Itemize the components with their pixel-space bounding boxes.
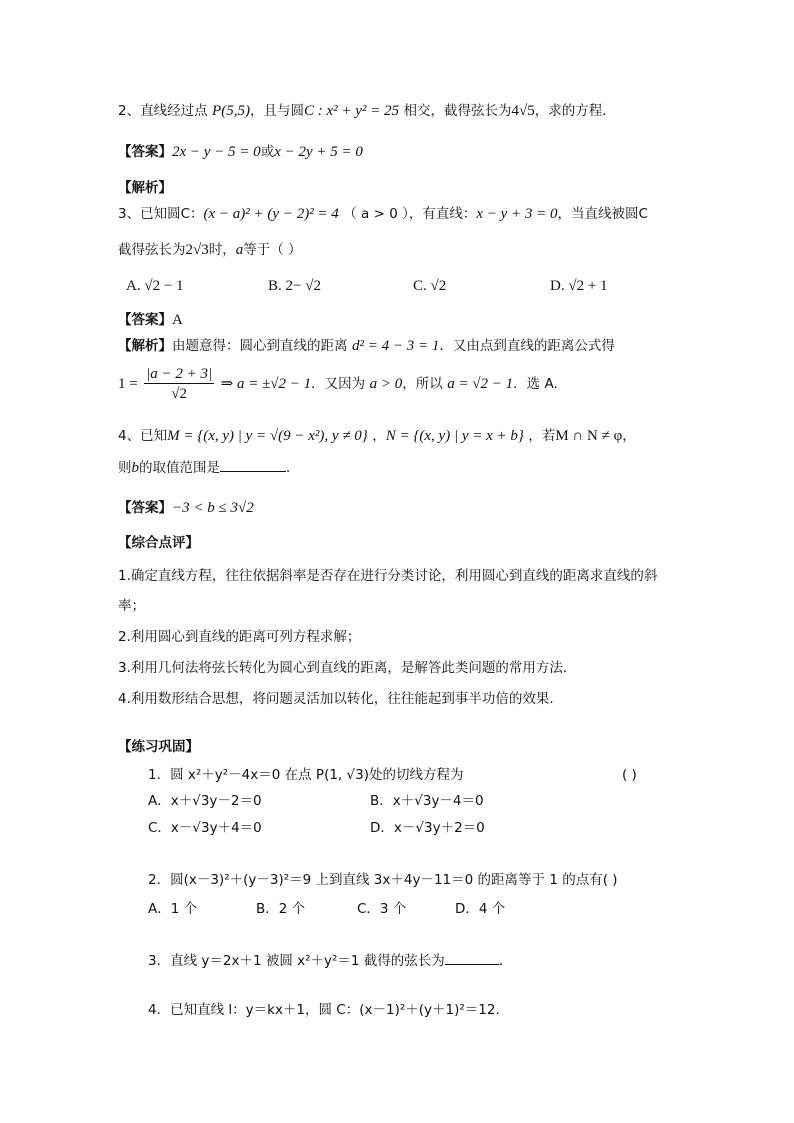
q2-analysis-label: 【解析】 [118,180,172,196]
q2-stem: 2、直线经过点 P(5,5)，且与圆C : x² + y² = 25 相交，截得弦长为4√5，求的方程． [118,103,616,119]
practice-label: 【练习巩固】 [118,739,199,755]
q4-answer: 【答案】−3 < b ≤ 3√2 [118,500,254,516]
q2-answer: 【答案】2x − y − 5 = 0或x − 2y + 5 = 0 [118,144,363,160]
practice-4-stem: 4．已知直线 l：y＝kx＋1，圆 C：(x－1)²＋(y＋1)²＝12. [148,1002,500,1018]
distance-fraction: $\frac{|a - 2 + 3|}{√2}$ [146,365,213,402]
q4-answer-blank [220,457,286,472]
practice-1-option-b: B．x＋√3y－4＝0 [370,793,484,809]
practice-3-answer-blank [445,950,499,965]
q3-answer: 【答案】A [118,312,183,328]
q3-option-a: A. √2 − 1 [126,278,184,294]
practice-2-option-a: A．1 个 [148,901,198,917]
practice-1-option-c: C．x－√3y＋4＝0 [148,820,262,836]
summary-label: 【综合点评】 [118,535,199,551]
q3-stem-line2: 截得弦长为2√3时，a等于（ ） [118,242,302,258]
practice-1-option-d: D．x－√3y＋2＝0 [370,820,485,836]
q4-stem-line1: 4、已知M = {(x, y) | y = √(9 − x²), y ≠ 0} ，N = {(x, y) | y = x + b} ，若M ∩ N ≠ φ， [118,428,636,444]
summary-item-3: 3.利用几何法将弦长转化为圆心到直线的距离，是解答此类问题的常用方法． [118,660,577,676]
practice-2-option-d: D．4 个 [455,901,506,917]
practice-1-paren: ( ) [622,767,637,783]
practice-1-stem: 1．圆 x²＋y²－4x＝0 在点 P(1, √3)处的切线方程为 [148,767,464,783]
summary-item-1: 1.确定直线方程，往往依据斜率是否存在进行分类讨论，利用圆心到直线的距离求直线的斜 [118,568,658,584]
summary-item-1-cont: 率； [118,598,145,614]
practice-2-option-b: B．2 个 [256,901,306,917]
q4-stem-line2: 则b的取值范围是 ． [118,457,300,478]
summary-item-4: 4.利用数形结合思想，将问题灵活加以转化，往往能起到事半功倍的效果. [118,691,554,707]
practice-1-option-a: A．x＋√3y－2＝0 [148,793,262,809]
q3-option-d: D. √2 + 1 [550,278,608,294]
q3-analysis-line2: 1 = $\frac{|a - 2 + 3|}{√2}$ ⇒ a = ±√2 − 1．又因为 a > 0，所以 a = √2 − 1．选 A. [118,365,558,402]
q3-option-b: B. 2− √2 [268,278,321,294]
q3-stem-line1: 3、已知圆C：(x − a)² + (y − 2)² = 4 （ a > 0 ），有直线：x − y + 3 = 0，当直线被圆C [118,206,648,222]
practice-2-stem: 2．圆(x－3)²＋(y－3)²＝9 上到直线 3x＋4y－11＝0 的距离等于 1 的点有( ) [148,872,618,888]
q3-option-c: C. √2 [413,278,447,294]
practice-2-option-c: C．3 个 [357,901,407,917]
q3-analysis-line1: 【解析】由题意得：圆心到直线的距离 d² = 4 − 3 = 1．又由点到直线的距离公式得 [118,338,615,354]
summary-item-2: 2.利用圆心到直线的距离可列方程求解； [118,629,361,645]
practice-3-stem: 3．直线 y＝2x＋1 被圆 x²＋y²＝1 截得的弦长为 ． [148,950,512,971]
